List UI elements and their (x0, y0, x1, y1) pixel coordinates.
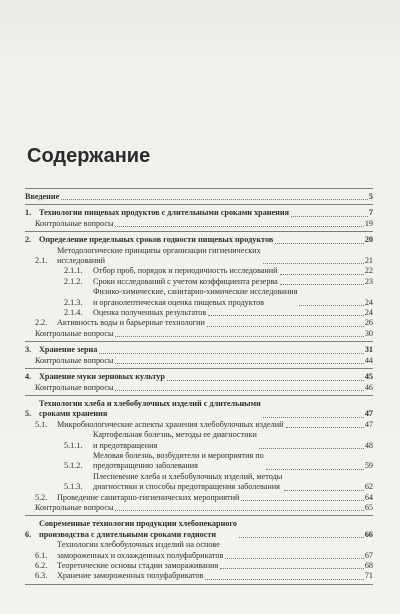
toc-dot-leader (284, 490, 364, 491)
toc-dot-leader (286, 427, 364, 428)
toc-page-number: 68 (364, 561, 373, 570)
toc-dot-leader (167, 380, 364, 381)
toc-page-number: 21 (364, 256, 373, 266)
toc-entry-title: Технологии хлеба и хлебобулочных изделий с длительными сроками хранения (39, 398, 261, 419)
toc-entry-number: 3. (25, 345, 32, 355)
toc-page-number: 24 (364, 308, 373, 318)
toc-dot-leader (225, 558, 363, 559)
toc-subsection-entry (25, 318, 373, 328)
toc-entry-title: Методологические принципы организации гигиенических исследований (57, 245, 261, 266)
toc-entry-title: Теоретические основы стадии замораживания (57, 561, 219, 570)
toc-dot-leader (299, 305, 363, 306)
toc-dot-leader (115, 510, 363, 511)
toc-subsection-entry (25, 493, 373, 503)
toc-section (25, 395, 373, 515)
toc-entry-title: Меловая болезнь, возбудители и мероприятия по предотвращению заболевания (93, 450, 264, 471)
toc-page-number: 65 (364, 502, 373, 512)
toc-entry-number: 4. (25, 372, 32, 382)
toc-entry-title: Хранение муки зерновых культур (39, 372, 165, 382)
toc-entry-number: 5.1.1. (64, 440, 83, 450)
toc-dot-leader (241, 500, 363, 501)
toc-questions-entry (25, 329, 373, 339)
toc-entry-title: Контрольные вопросы (35, 328, 114, 338)
toc-subsection-entry (25, 287, 373, 308)
toc-page-number: 71 (364, 571, 373, 581)
toc-subsection-entry (25, 561, 373, 571)
toc-page-number: 62 (364, 482, 373, 492)
toc-entry-title: Плесневение хлеба и хлебобулочных изделий, методы диагностики и способы предотвращения заболевания (93, 471, 283, 492)
toc-entry-title: Отбор проб, порядок и периодичность исследований (93, 266, 278, 276)
toc-questions-entry (25, 383, 373, 393)
toc-subsection-entry (25, 472, 373, 493)
toc-page-number: 22 (364, 266, 373, 276)
toc-page-number: 26 (364, 318, 373, 328)
toc-entry-number: 2.1.2. (64, 276, 83, 286)
toc-entry-title: Картофельная болезнь, методы ее диагностики и предотвращения (93, 430, 257, 450)
toc-entry-title: Контрольные вопросы (35, 218, 114, 228)
toc-entry-number: 5.1.2. (64, 461, 83, 471)
toc-section (25, 188, 373, 204)
toc-subsection-entry (25, 540, 373, 561)
toc-subsection-entry (25, 246, 373, 267)
toc-subsection-entry (25, 420, 373, 430)
toc-subsection-entry (25, 308, 373, 318)
toc-entry-title: Сроки исследований с учетом коэффициента резерва (93, 276, 278, 286)
toc-entry-number: 2.1.4. (64, 308, 83, 318)
toc-dot-leader (239, 537, 364, 538)
toc-questions-entry (25, 503, 373, 513)
toc-entry-number: 5. (25, 409, 32, 419)
toc-page-number: 30 (364, 328, 373, 338)
toc-questions-entry (25, 356, 373, 366)
toc-chapter-entry (25, 208, 373, 218)
toc-entry-number: 2.1.1. (64, 266, 83, 276)
toc-entry-number: 2.2. (35, 318, 48, 328)
toc-dot-leader (61, 199, 368, 200)
toc-dot-leader (263, 417, 364, 418)
toc-entry-title: Хранение зерна (39, 345, 98, 355)
toc-section (25, 515, 373, 584)
toc-entry-number: 2.1.3. (64, 297, 83, 307)
toc-entry-title: Микробиологические аспекты хранения хлебобулочных изделий (57, 419, 284, 429)
toc-page-number: 47 (364, 409, 373, 419)
toc-entry-title: Современные технологии продукции хлебопекарного производства с длительными сроками годности (39, 519, 237, 539)
toc-section (25, 231, 373, 341)
toc-dot-leader (280, 274, 364, 275)
toc-section (25, 341, 373, 368)
toc-questions-entry (25, 219, 373, 229)
toc-entry-number: 5.1. (35, 419, 48, 429)
toc-entry-title: Введение (25, 192, 60, 201)
toc-entry-title: Хранение замороженных полуфабрикатов (57, 571, 204, 581)
toc-entry-number: 2.1. (35, 256, 48, 266)
toc-subsection-entry (25, 571, 373, 581)
toc-entry-title: Контрольные вопросы (35, 382, 114, 392)
toc-page-number: 23 (364, 276, 373, 286)
toc-subsection-entry (25, 451, 373, 472)
toc-chapter-entry (25, 399, 373, 420)
toc-page-number: 46 (364, 382, 373, 392)
toc-page-number: 31 (364, 345, 373, 355)
toc-entry-title: Проведение санитарно-гигиенических мероприятий (57, 492, 240, 502)
toc-entry-number: 6.1. (35, 550, 48, 560)
toc-chapter-entry (25, 372, 373, 382)
toc-page-number: 59 (364, 461, 373, 471)
toc-page-number: 5 (368, 192, 373, 201)
toc-entry-number: 6.2. (35, 561, 48, 570)
toc-dot-leader (99, 353, 363, 354)
toc-dot-leader (205, 579, 363, 580)
toc-page-number: 24 (364, 297, 373, 307)
toc-dot-leader (263, 263, 364, 264)
toc-dot-leader (220, 568, 364, 569)
toc-section (25, 204, 373, 231)
toc-dot-leader (291, 216, 368, 217)
toc-dot-leader (115, 390, 363, 391)
toc-dot-leader (207, 326, 364, 327)
toc-dot-leader (115, 363, 363, 364)
toc-entry-number: 6.3. (35, 571, 48, 581)
table-of-contents (25, 188, 373, 585)
toc-subsection-entry (25, 430, 373, 451)
toc-page-number: 44 (364, 355, 373, 365)
toc-dot-leader (115, 336, 363, 337)
toc-dot-leader (115, 226, 363, 227)
toc-chapter-entry (25, 345, 373, 355)
page-title: Содержание (27, 145, 151, 167)
toc-chapter-entry (25, 235, 373, 245)
toc-dot-leader (208, 315, 364, 316)
toc-subsection-entry (25, 277, 373, 287)
toc-dot-leader (266, 469, 364, 470)
toc-page-number: 20 (364, 235, 373, 245)
toc-entry-number: 6. (25, 529, 32, 539)
toc-page-number: 66 (364, 529, 373, 539)
toc-entry-title: Определение предельных сроков годности пищевых продуктов (39, 235, 274, 245)
toc-entry-number: 5.2. (35, 492, 48, 502)
toc-page-number: 45 (364, 372, 373, 382)
toc-section (25, 368, 373, 395)
toc-page-number: 64 (364, 492, 373, 502)
toc-entry-number: 5.1.3. (64, 482, 83, 492)
toc-entry-number: 2. (25, 235, 32, 245)
toc-page-number: 67 (364, 550, 373, 560)
toc-entry-title: Активность воды и барьерные технологии (57, 318, 205, 328)
toc-page-number: 47 (364, 419, 373, 429)
toc-dot-leader (280, 284, 364, 285)
toc-entry-number: 1. (25, 208, 32, 218)
toc-page-number: 48 (364, 440, 373, 450)
toc-entry-title: Оценка полученных результатов (93, 308, 207, 318)
toc-entry-title: Технологии хлебобулочных изделий на основе замороженных и охлажденных полуфабрикатов (57, 540, 224, 560)
toc-subsection-entry (25, 266, 373, 276)
toc-page-number: 7 (368, 208, 373, 218)
toc-entry-title: Контрольные вопросы (35, 502, 114, 512)
toc-chapter-entry (25, 519, 373, 540)
toc-entry-title: Технологии пищевых продуктов с длительными сроками хранения (39, 208, 290, 218)
toc-dot-leader (275, 243, 364, 244)
toc-chapter-entry (25, 192, 373, 202)
toc-dot-leader (259, 448, 364, 449)
toc-entry-title: Контрольные вопросы (35, 355, 114, 365)
toc-page-number: 19 (364, 218, 373, 228)
bleed-through-text (40, 10, 380, 130)
toc-entry-title: Физико-химические, санитарно-химические исследования и органолептическая оценка пищевых продуктов (93, 287, 298, 307)
